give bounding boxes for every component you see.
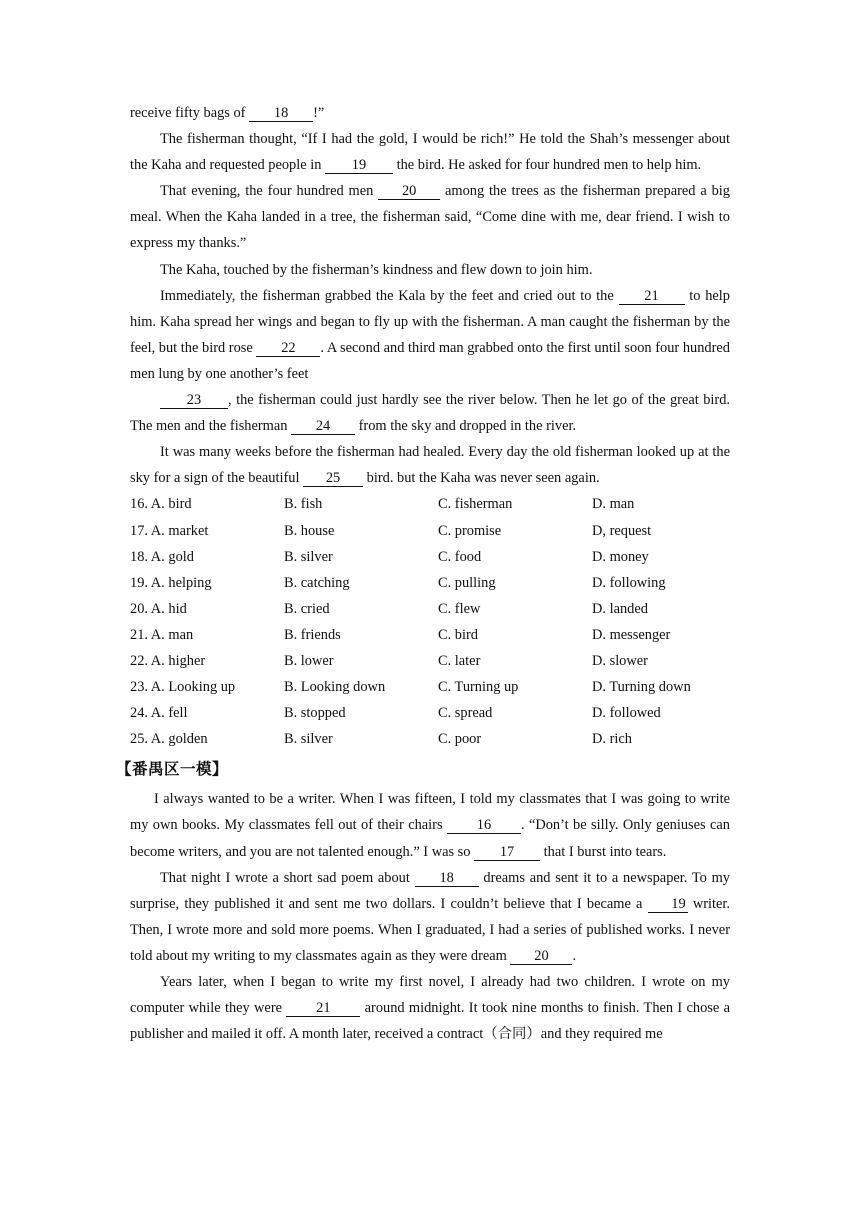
blank-23: 23: [160, 392, 228, 409]
paragraph: The Kaha, touched by the fisherman’s kindness and flew down to join him.: [160, 261, 593, 278]
option-row: [130, 700, 730, 726]
blank-21: 21: [619, 288, 685, 305]
section-heading: 【番禺区一模】: [116, 760, 229, 779]
option-c: C. food: [438, 548, 482, 565]
option-d: D. slower: [592, 652, 648, 669]
option-row: [130, 622, 730, 648]
option-c: C. bird: [438, 626, 478, 643]
blank-22: 22: [256, 340, 320, 357]
option-b: B. catching: [284, 574, 350, 591]
option-row: [130, 674, 730, 700]
blank-17: 17: [474, 844, 540, 861]
option-d: D. landed: [592, 600, 648, 617]
option-a: 19. A. helping: [130, 574, 212, 591]
option-b: B. silver: [284, 731, 333, 748]
paragraph: That night I wrote a short sad poem about 18 dreams and sent it to a newspaper. To my surprise, they published it and sent me two dollars. I couldn’t believe that I became a 19 writer. Then, I wrote more and sold more poems. When I graduated, I had a series of published works. I never told about my writing to my classmates again as they were dream 20 .: [130, 869, 731, 964]
option-a: 21. A. man: [130, 626, 194, 643]
option-c: C. promise: [438, 522, 502, 539]
option-c: C. poor: [438, 731, 482, 748]
option-a: 25. A. golden: [130, 731, 208, 748]
paragraph: Years later, when I began to write my first novel, I already had two children. I wrote on my computer while they were 21 around midnight. It took nine months to finish. Then I chose a publisher and mailed it off. A month later, received a contract（合同）and they required me: [130, 974, 730, 1043]
option-b: B. lower: [284, 652, 334, 669]
option-d: D. messenger: [592, 626, 671, 643]
option-b: B. cried: [284, 600, 330, 617]
option-b: B. house: [284, 522, 335, 539]
blank-21: 21: [286, 1000, 360, 1017]
option-a: 22. A. higher: [130, 652, 206, 669]
option-a: 16. A. bird: [130, 496, 192, 513]
option-b: B. stopped: [284, 705, 346, 722]
blank-24: 24: [291, 418, 355, 435]
option-row: [130, 648, 730, 674]
options-table: [130, 491, 730, 752]
option-a: 18. A. gold: [130, 548, 194, 565]
option-a: 23. A. Looking up: [130, 679, 236, 696]
option-d: D. man: [592, 496, 635, 513]
option-row: [130, 491, 730, 517]
blank-16: 16: [447, 817, 521, 834]
option-c: C. fisherman: [438, 496, 513, 513]
option-d: D. rich: [592, 731, 632, 748]
paragraph: I always wanted to be a writer. When I was fifteen, I told my classmates that I was going to write my own books. My classmates fell out of their chairs 16 . “Don’t be silly. Only geniuses can become writers, and you are not talented enough.” I was so 17 that I burst into tears.: [130, 791, 730, 860]
option-a: 24. A. fell: [130, 705, 188, 722]
paragraph: It was many weeks before the fisherman had healed. Every day the old fisherman looked up at the sky for a sign of the beautiful 25 bird. but the Kaha was never seen again.: [130, 444, 730, 487]
paragraph: Immediately, the fisherman grabbed the Kala by the feet and cried out to the 21 to help him. Kaha spread her wings and began to fly up with the fisherman. A man caught the fisherman by the feel, but the bird rose 22 . A second and third man grabbed onto the first until soon four hundred men lung by one another’s feet: [130, 287, 730, 382]
option-row: [130, 596, 730, 622]
option-b: B. friends: [284, 626, 341, 643]
blank-19: 19: [648, 896, 688, 913]
option-d: D. followed: [592, 705, 661, 722]
option-row: [130, 544, 730, 570]
option-c: C. flew: [438, 600, 481, 617]
paragraph: The fisherman thought, “If I had the gold, I would be rich!” He told the Shah’s messenger about the Kaha and requested people in 19 the bird. He asked for four hundred men to help him.: [130, 131, 730, 174]
option-b: B. silver: [284, 548, 333, 565]
option-a: 20. A. hid: [130, 600, 187, 617]
option-d: D. money: [592, 548, 649, 565]
paragraph: 23 , the fisherman could just hardly see the river below. Then he let go of the great bird. The men and the fisherman 24 from the sky and dropped in the river.: [130, 392, 730, 435]
blank-20: 20: [378, 183, 440, 200]
option-row: [130, 518, 730, 544]
document-page: [116, 100, 731, 1047]
blank-18: 18: [249, 105, 313, 122]
option-a: 17. A. market: [130, 522, 209, 539]
option-d: D, request: [592, 522, 652, 539]
paragraph-continuation: receive fifty bags of 18 !”: [130, 105, 325, 121]
option-c: C. spread: [438, 705, 493, 722]
blank-19: 19: [325, 157, 393, 174]
blank-25: 25: [303, 470, 363, 487]
blank-20: 20: [510, 948, 572, 965]
option-d: D. following: [592, 574, 666, 591]
option-b: B. Looking down: [284, 679, 386, 696]
option-b: B. fish: [284, 496, 323, 513]
paragraph: That evening, the four hundred men 20 among the trees as the fisherman prepared a big meal. When the Kaha landed in a tree, the fisherman said, “Come dine with me, dear friend. I wish to express my thanks.”: [130, 183, 730, 252]
option-row: [130, 570, 730, 596]
option-d: D. Turning down: [592, 679, 691, 696]
option-c: C. later: [438, 652, 481, 669]
option-c: C. Turning up: [438, 679, 519, 696]
option-row: [130, 726, 730, 752]
option-c: C. pulling: [438, 574, 496, 591]
blank-18: 18: [415, 870, 479, 887]
